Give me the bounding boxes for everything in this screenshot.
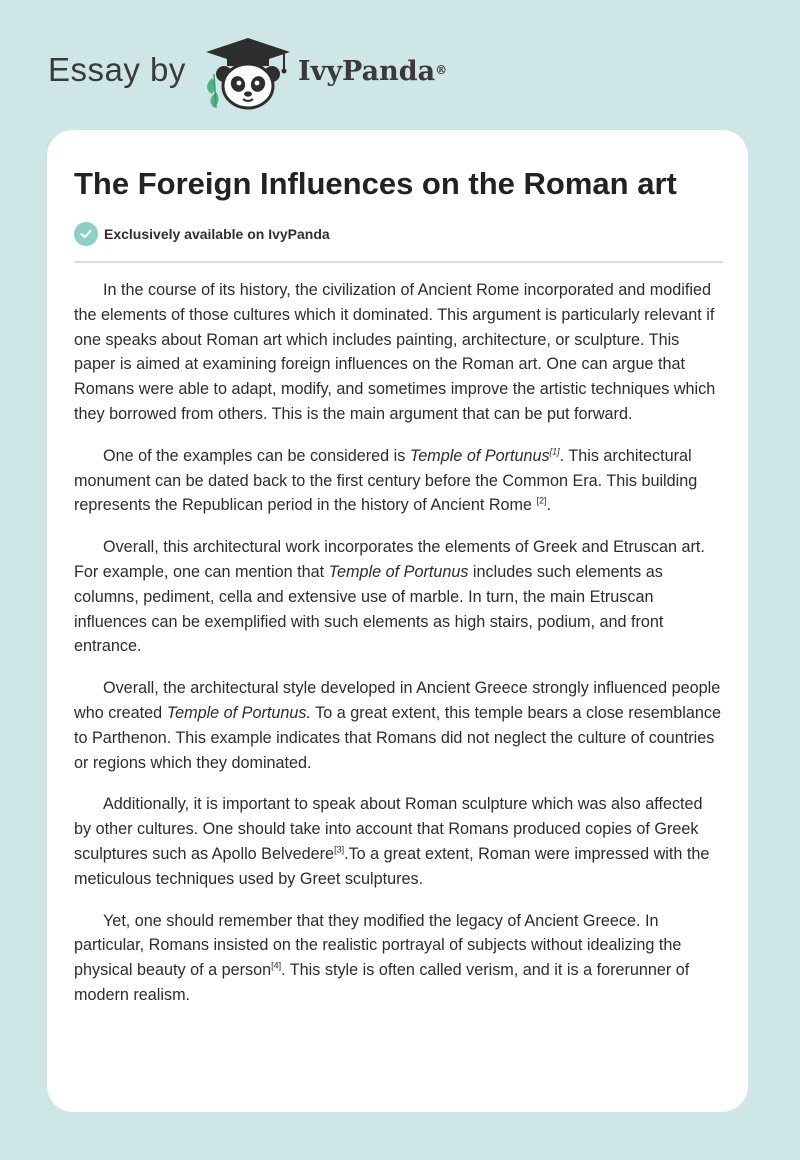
essay-card <box>47 130 748 1112</box>
paragraph-text: To a great extent, this temple bears a close resemblance to Parthenon. This example indicates that Romans did not neglect the culture of countries or regions which they dominated. <box>74 703 721 772</box>
italic-title: Temple of Portunus. <box>166 703 311 722</box>
checkmark-icon <box>74 222 98 246</box>
citation-ref[interactable]: [3] <box>334 844 345 855</box>
citation-ref[interactable]: [1] <box>549 446 560 457</box>
paragraph-text: . This style is often called verism, and it is a forerunner of modern realism. <box>74 961 690 1004</box>
exclusive-badge <box>74 222 330 246</box>
paragraph-text: includes such elements as columns, pediment, cella and extensive use of marble. In turn, the main Etruscan influences can be exemplified with such elements as high stairs, podium, and front entrance. <box>74 562 664 656</box>
essay-paragraph <box>74 792 724 891</box>
paragraph-text: In the course of its history, the civilization of Ancient Rome incorporated and modified the elements of those cultures which it dominated. This argument is particularly relevant if one speaks about Roman art which includes painting, architecture, or sculpture. This paper is aimed at examining foreign influences on the Roman art. One can argue that Romans were able to adapt, modify, and sometimes improve the artistic techniques which they borrowed from others. This is the main argument that can be put forward. <box>74 281 716 423</box>
essay-paragraph <box>74 535 724 659</box>
italic-title: Temple of Portunus <box>328 562 469 581</box>
essay-body <box>74 278 724 1025</box>
paragraph-text: One of the examples can be considered is <box>103 446 410 465</box>
brand-text: IvyPanda <box>298 56 436 87</box>
paragraph-text: Overall, the architectural style developed in Ancient Greece strongly influenced people who created <box>74 679 721 722</box>
essay-by-label: Essay by <box>48 51 186 88</box>
essay-paragraph <box>74 909 724 1008</box>
paragraph-text: Yet, one should remember that they modified the legacy of Ancient Greece. In particular, Romans insisted on the realistic portrayal of subjects without idealizing the physical beauty of a person <box>74 911 682 980</box>
paragraph-text: . <box>546 496 552 515</box>
registered-mark: ® <box>435 63 448 77</box>
page-title: The Foreign Influences on the Roman art <box>74 166 677 201</box>
divider <box>74 261 723 263</box>
essay-paragraph <box>74 278 724 427</box>
exclusive-label: Exclusively available on IvyPanda <box>104 226 330 242</box>
citation-ref[interactable]: [4] <box>271 960 282 971</box>
paragraph-text: Additionally, it is important to speak about Roman sculpture which was also affected by other cultures. One should take into account that Romans produced copies of Greek sculptures such as Apollo Belvedere <box>74 795 703 863</box>
italic-title: Temple of Portunus <box>409 446 550 465</box>
paragraph-text: .To a great extent, Roman were impressed with the meticulous techniques used by Greet sculptures. <box>74 844 710 888</box>
essay-paragraph <box>74 444 724 518</box>
citation-ref[interactable]: [2] <box>536 495 547 506</box>
site-header <box>0 0 800 120</box>
essay-paragraph <box>74 676 724 775</box>
ivypanda-logo[interactable] <box>200 34 296 112</box>
brand-name <box>298 54 447 90</box>
paragraph-text: . This architectural monument can be dated back to the first century before the Common Era. This building represents the Republican period in the history of Ancient Rome <box>74 446 698 515</box>
paragraph-text: Overall, this architectural work incorporates the elements of Greek and Etruscan art. For example, one can mention that <box>74 538 705 581</box>
panda-graduate-icon <box>200 34 296 112</box>
